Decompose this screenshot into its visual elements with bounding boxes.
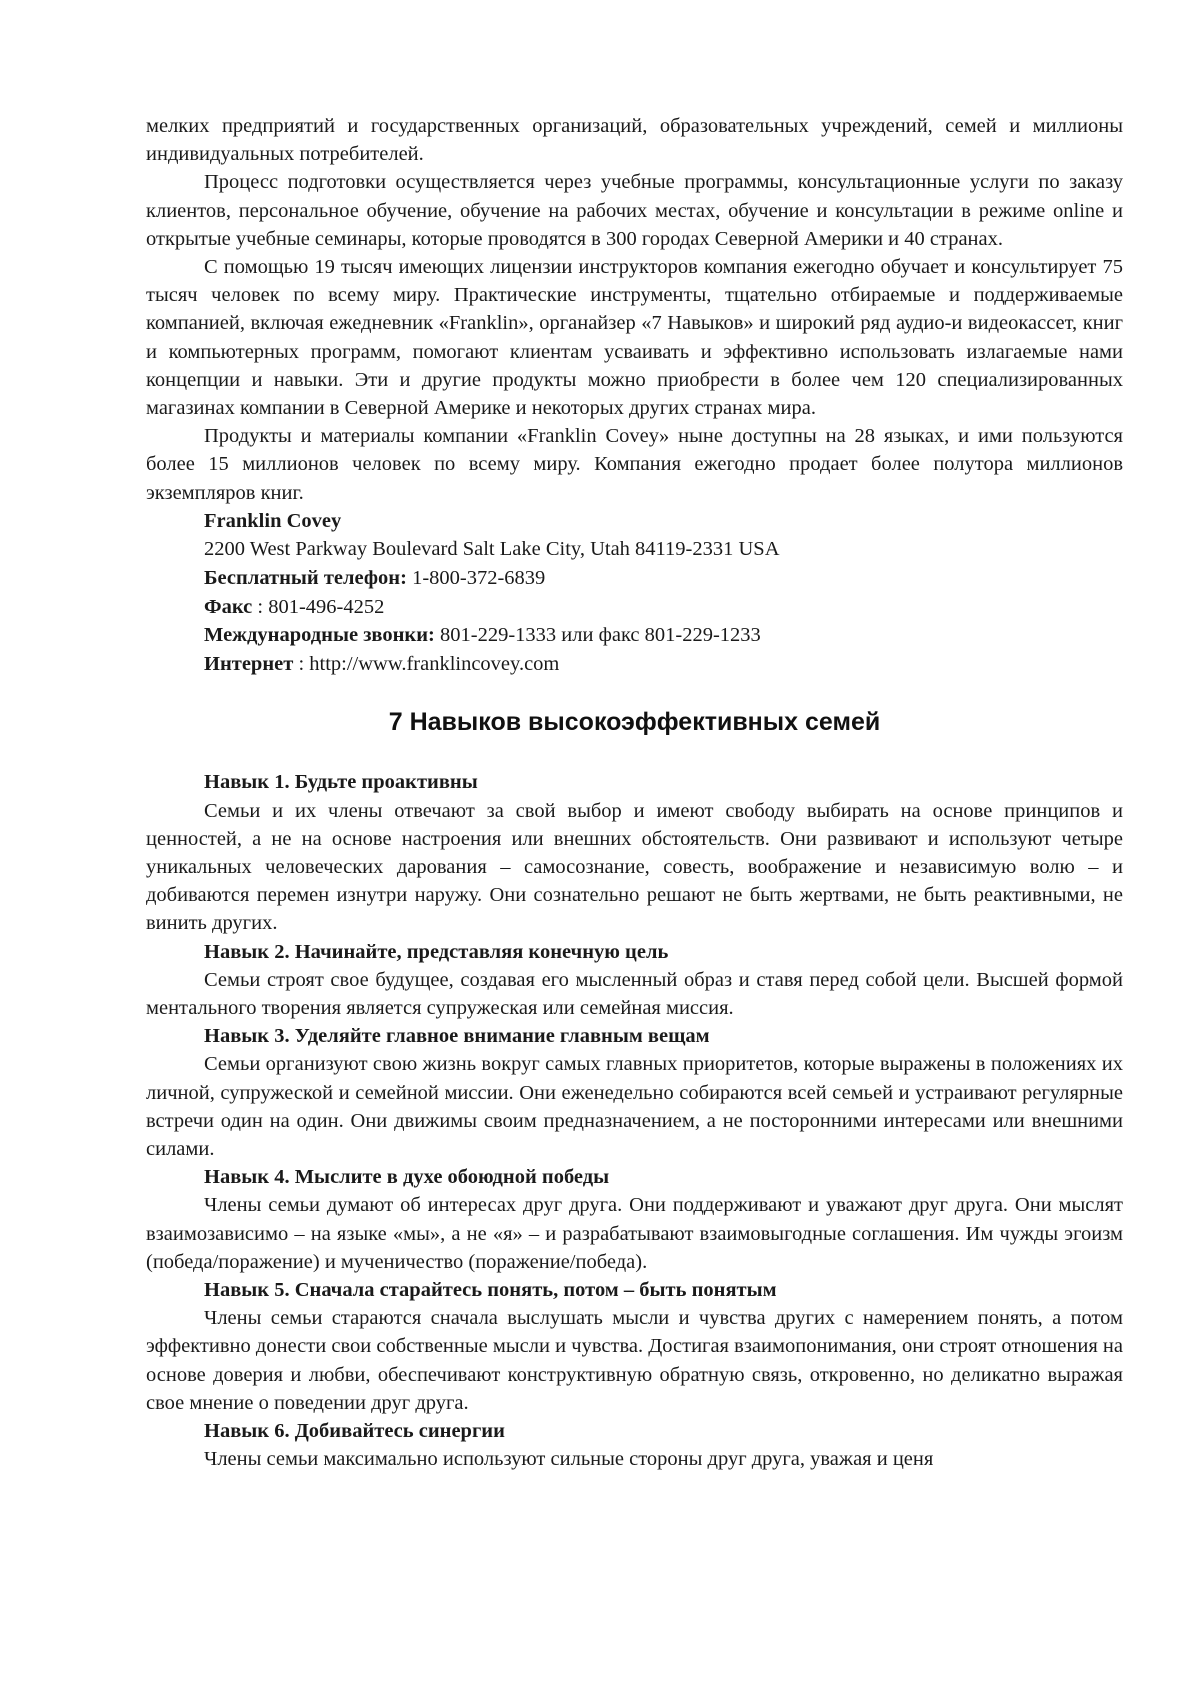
habit-6 xyxy=(146,1417,1123,1473)
habit-text: Члены семьи максимально используют сильные стороны друг друга, уважая и ценя xyxy=(204,1448,934,1471)
habit-text: Семьи строят свое будущее, создавая его мысленный образ и ставя перед собой цели. Высшей формой ментального творения является супружеская или семейная миссия. xyxy=(146,968,1123,1020)
habit-title: Навык 5. Сначала старайтесь понять, потом – быть понятым xyxy=(204,1279,777,1302)
internet-value: : http://www.franklincovey.com xyxy=(293,652,560,675)
habit-title: Навык 1. Будьте проактивны xyxy=(204,771,478,794)
intro-paragraph-3: С помощью 19 тысяч имеющих лицензии инструкторов компания ежегодно обучает и консультирует 75 тысяч человек по всему миру. Практические инструменты, тщательно отбираемые и поддерживаемые компанией, включая ежедневник «Franklin», органайзер «7 Навыков» и широкий ряд аудио-и видеокассет, книг и компьютерных программ, помогают клиентам усваивать и эффективно использовать излагаемые нами концепции и навыки. Эти и другие продукты можно приобрести в более чем 120 специализированных магазинах компании в Северной Америке и некоторых других странах мира. xyxy=(146,256,1123,420)
contact-block xyxy=(146,507,1123,679)
habit-title: Навык 2. Начинайте, представляя конечную цель xyxy=(204,940,669,963)
intro-paragraph-1: мелких предприятий и государственных организаций, образовательных учреждений, семей и миллионы индивидуальных потребителей. xyxy=(146,115,1123,166)
habit-3 xyxy=(146,1022,1123,1163)
habit-5 xyxy=(146,1276,1123,1417)
intro-paragraph-2: Процесс подготовки осуществляется через учебные программы, консультационные услуги по заказу клиентов, персональное обучение, обучение на рабочих местах, обучение и консультации в режиме online и открытые учебные семинары, которые проводятся в 300 городах Северной Америки и 40 странах. xyxy=(146,171,1123,250)
habit-2 xyxy=(146,938,1123,1023)
habit-text: Члены семьи думают об интересах друг друга. Они поддерживают и уважают друг друга. Они мыслят взаимозависимо – на языке «мы», а не «я» – и разрабатывают взаимовыгодные соглашения. Им чужды эгоизм (победа/поражение) и мученичество (поражение/победа). xyxy=(146,1194,1123,1273)
habit-title: Навык 4. Мыслите в духе обоюдной победы xyxy=(204,1166,610,1189)
habit-1 xyxy=(146,768,1123,937)
fax-label: Факс xyxy=(204,595,253,618)
intl-value: 801-229-1333 или факс 801-229-1233 xyxy=(434,624,761,647)
habit-4 xyxy=(146,1163,1123,1276)
habit-text: Члены семьи стараются сначала выслушать мысли и чувства других с намерением понять, а потом эффективно донести свои собственные мысли и чувства. Достигая взаимопонимания, они строят отношения на основе доверия и любви, обеспечивают конструктивную обратную связь, откровенно, но деликатно выражая свое мнение о поведении друг друга. xyxy=(146,1307,1123,1414)
tollfree-label: Бесплатный телефон: xyxy=(204,567,407,590)
tollfree-value: 1-800-372-6839 xyxy=(406,567,546,590)
document-page xyxy=(146,112,1123,1473)
company-address: 2200 West Parkway Boulevard Salt Lake City, Utah 84119-2331 USA xyxy=(204,538,780,561)
fax-line xyxy=(204,593,1123,622)
section-title: 7 Навыков высокоэффективных семей xyxy=(388,708,881,737)
fax-value: : 801-496-4252 xyxy=(252,595,385,618)
intl-label: Международные звонки: xyxy=(204,624,435,647)
habit-title: Навык 6. Добивайтесь синергии xyxy=(204,1420,505,1443)
internet-line xyxy=(204,650,1123,679)
habit-text: Семьи и их члены отвечают за свой выбор и имеют свободу выбирать на основе принципов и ценностей, а не на основе настроения или внешних обстоятельств. Они развивают и используют четыре уникальных человеческих дарования – самосознание, совесть, воображение и независимую волю – и добиваются перемен изнутри наружу. Они сознательно решают не быть жертвами, не быть реактивными, не винить других. xyxy=(146,799,1123,935)
intro-paragraph-4: Продукты и материалы компании «Franklin Covey» ныне доступны на 28 языках, и ими пользуются более 15 миллионов человек по всему миру. Компания ежегодно продает более полутора миллионов экземпляров книг. xyxy=(146,425,1123,504)
intl-calls-line xyxy=(204,621,1123,650)
habit-text: Семьи организуют свою жизнь вокруг самых главных приоритетов, которые выражены в положениях их личной, супружеской и семейной миссии. Они еженедельно собираются всей семьей и устраивают регулярные встречи один на один. Они движимы своим предназначением, а не посторонними интересами или внешними силами. xyxy=(146,1053,1123,1161)
tollfree-phone xyxy=(204,564,1123,593)
internet-label: Интернет xyxy=(204,652,294,675)
company-name: Franklin Covey xyxy=(204,509,342,532)
habit-title: Навык 3. Уделяйте главное внимание главным вещам xyxy=(204,1025,710,1048)
